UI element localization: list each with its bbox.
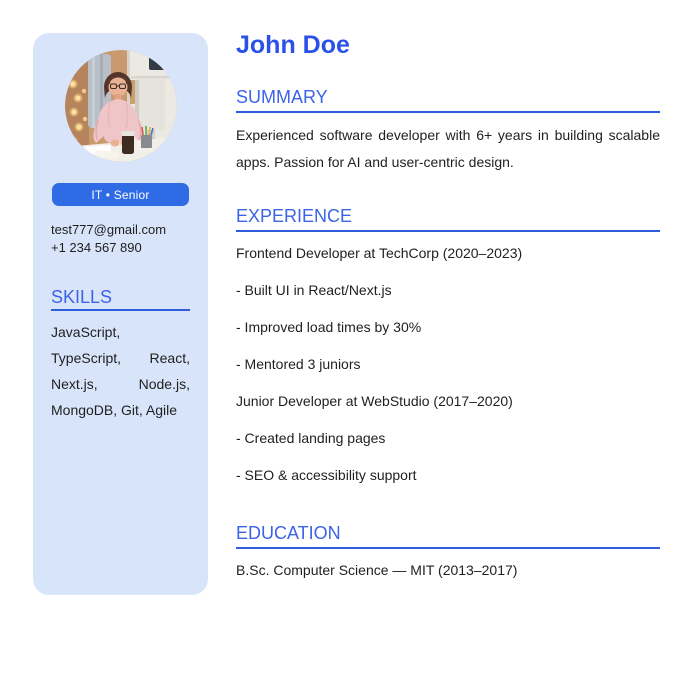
experience-bullet: - Built UI in React/Next.js: [236, 282, 392, 298]
email-text: test777@gmail.com: [51, 222, 167, 237]
contact-info: [51, 221, 190, 257]
education-text: B.Sc. Computer Science — MIT (2013–2017): [236, 562, 518, 578]
sidebar: [33, 33, 208, 595]
section-summary: [236, 87, 660, 176]
experience-bullet: - Mentored 3 juniors: [236, 356, 361, 372]
section-education: [236, 523, 660, 581]
skills-heading: SKILLS: [51, 287, 190, 311]
section-experience: [236, 206, 660, 486]
role-badge: IT • Senior: [52, 183, 189, 206]
candidate-name: John Doe: [236, 31, 350, 59]
experience-title: Frontend Developer at TechCorp (2020–2023): [236, 245, 523, 261]
education-heading: EDUCATION: [236, 523, 660, 549]
woman-at-desk-photo-illustration: [65, 50, 177, 162]
experience-bullet: - SEO & accessibility support: [236, 467, 417, 483]
experience-bullet: - Created landing pages: [236, 430, 386, 446]
summary-heading: SUMMARY: [236, 87, 660, 113]
experience-entry: [236, 242, 660, 375]
summary-text: Experienced software developer with 6+ years in building scalable apps. Passion for AI and user-centric design.: [236, 127, 660, 170]
experience-title: Junior Developer at WebStudio (2017–2020): [236, 393, 513, 409]
experience-entry: [236, 390, 660, 486]
experience-bullet: - Improved load times by 30%: [236, 319, 422, 335]
experience-heading: EXPERIENCE: [236, 206, 660, 232]
profile-photo: [65, 50, 177, 162]
skills-list: JavaScript, TypeScript, React, Next.js, Node.js, MongoDB, Git, Agile: [51, 324, 190, 418]
resume-main: [236, 0, 660, 581]
phone-text: +1 234 567 890: [51, 240, 142, 255]
